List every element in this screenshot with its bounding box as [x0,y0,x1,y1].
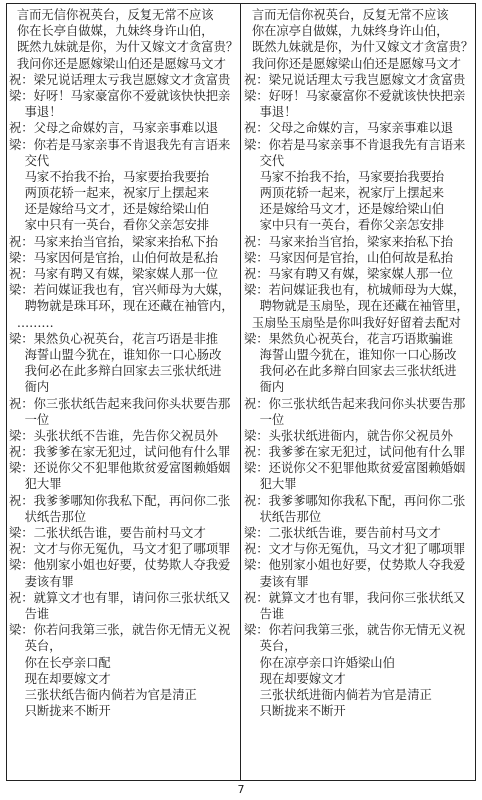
text-line: 祝：马家来抬当官抬，梁家来抬私下抬 [9,234,219,249]
text-line: 梁：好呀！马家豪富你不爱就该快快把亲 [9,88,231,103]
text-line: 犯大罪 [9,477,62,492]
text-line: 你在凉亭亲口许婚梁山伯 [244,655,395,670]
text-line: 祝：马家有聘又有媒，梁家媒人那一位 [9,267,219,281]
text-line: 梁：他别家小姐也好要，仗势欺人夺我爱 [9,558,231,573]
text-line: 既然九妹就是你，为什又嫁文才贪富贵？ [9,40,239,55]
text-line: 梁：你若问我第三张，就告你无情无义祝 [9,623,231,638]
text-line: 祝：我爹爹在家无犯过，试问他有什么罪 [9,445,231,460]
text-line: 犯大罪 [244,477,297,492]
text-line: 梁：若问媒证我也有，杭城师母为大媒， [244,283,466,298]
text-line: 你在凉亭自做媒，九妹终身许山伯， [244,24,449,39]
text-line: 梁：你若是马家亲事不肯退我先有言语来 [9,137,231,152]
text-line: 一位 [9,412,50,427]
text-line: 交代 [9,153,50,168]
text-line: 祝：马家来抬当官抬，梁家来抬私下抬 [244,234,454,249]
text-line: 我问你还是愿嫁梁山伯还是愿嫁马文才 [9,56,226,71]
text-line: 梁：头张状纸进衙内，就告你父祝员外 [244,428,454,443]
text-line: 马家不抬我不抬，马家要抬我要抬 [9,169,210,184]
text-line: 我何必在此多辩白回家去三张状纸进 [9,364,222,379]
text-line: 你在长亭自做媒，九妹终身许山伯， [9,24,214,39]
text-line: 梁：还说你父不犯罪他欺贫爱富图赖婚姻 [244,461,466,476]
text-line: 梁：二张状纸告谁，要告前村马文才 [244,526,441,540]
text-line: 两顶花轿一起来，祝家厅上摆起来 [244,186,445,201]
text-line: 玉扇坠玉扇坠是你叫我好好留着去配对 [244,315,461,330]
text-line: 祝：就算文才也有罪，我问你三张状纸又 [244,590,466,605]
text-line: 现在却要嫁文才 [9,671,111,686]
text-line: 言而无信你祝英台，反复无常不应该 [9,8,214,22]
text-line: 我问你还是愿嫁梁山伯还是愿嫁马文才 [244,56,461,71]
text-line: 现在却要嫁文才 [244,671,346,686]
text-line: 梁：还说你父不犯罪他欺贫爱富图赖婚姻 [9,461,231,476]
text-line: 海誓山盟今犹在，谁知你一口心肠改 [244,347,457,362]
text-line: 梁：若问媒证我也有，官兴师母为大媒， [9,283,231,298]
text-line: 还是嫁给马文才，还是嫁给梁山伯 [9,202,210,217]
text-line: 家中只有一英台，看你父亲怎安排 [9,218,210,233]
text-line: 祝：你三张状纸告起来我问你头状要告那 [9,396,231,411]
text-line: 祝：我爹爹哪知你我私下配，再问你二张 [244,493,466,508]
text-line: 梁：马家因何是官抬，山伯何故是私抬 [244,250,454,265]
text-line: 衙内 [9,380,50,395]
text-line: 梁：好呀！马家豪富你不爱就该快快把亲 [244,88,466,103]
text-line: 梁：他别家小姐也好要，仗势欺人夺我爱 [244,558,466,573]
text-line: 衙内 [244,380,285,395]
text-line: 祝：我爹爹哪知你我私下配，再问你二张 [9,493,231,508]
text-line: 祝：父母之命媒妁言，马家亲事难以退 [9,121,219,136]
text-line: 两顶花轿一起来，祝家厅上摆起来 [9,186,210,201]
text-line: 祝：梁兄说话理太亏我岂愿嫁文才贪富贵 [9,72,231,87]
text-line: 祝：马家有聘又有媒，梁家媒人那一位 [244,267,454,281]
text-line: 祝：你三张状纸告起来我问你头状要告那 [244,396,466,411]
text-line: 祝：我爹爹在家无犯过，试问他有什么罪 [244,445,466,460]
right-column [242,4,475,780]
text-line: 一位 [244,412,285,427]
text-line: 梁：马家因何是官抬，山伯何故是私抬 [9,250,219,265]
text-line: 英台， [9,639,62,654]
text-line: 祝：文才与你无冤仇，马文才犯了哪项罪 [244,542,466,557]
text-line: 妻该有罪 [244,574,309,589]
text-line: 事退！ [9,105,62,120]
text-line: 家中只有一英台，看你父亲怎安排 [244,218,445,233]
text-line: 聘物就是珠耳环，现在还藏在袖管内， [9,299,234,314]
text-line: 只断拢来不断开 [244,704,346,719]
text-line: 妻该有罪 [9,574,74,589]
text-line: 祝：文才与你无冤仇，马文才犯了哪项罪 [9,542,231,557]
text-line: 告谁 [244,606,285,621]
text-line: 交代 [244,153,285,168]
text-line: 言而无信你祝英台，反复无常不应该 [244,8,449,22]
text-line: 梁：二张状纸告谁，要告前村马文才 [9,526,206,540]
text-line: 三张状纸进衙内倘若为官是清正 [244,687,432,702]
document-page [6,3,476,781]
text-line: ……… [9,315,54,330]
text-line: 你在长亭亲口配 [9,655,111,670]
text-line: 告谁 [9,606,50,621]
text-line: 既然九妹就是你，为什又嫁文才贪富贵？ [244,40,474,55]
text-line: 我何必在此多辩白回家去三张状纸进 [244,364,457,379]
text-line: 马家不抬我不抬，马家要抬我要抬 [244,169,445,184]
text-line: 梁：你若问我第三张，就告你无情无义祝 [244,623,466,638]
text-line: 海誓山盟今犹在，谁知你一口心肠改 [9,347,222,362]
page-number: 7 [237,783,245,796]
left-column [7,4,241,780]
text-line: 聘物就是玉扇坠，现在还藏在袖管里， [244,299,469,314]
text-line: 祝：父母之命媒妁言，马家亲事难以退 [244,121,454,136]
text-line: 状纸告那位 [9,509,87,524]
text-line: 还是嫁给马文才，还是嫁给梁山伯 [244,202,445,217]
text-line: 英台， [244,639,297,654]
text-line: 梁：头张状纸不告谁，先告你父祝员外 [9,428,219,443]
text-line: 梁：果然负心祝英台，花言巧语欺骗谁 [244,331,454,346]
text-line: 祝：梁兄说话理太亏我岂愿嫁文才贪富贵 [244,72,466,87]
text-line: 状纸告那位 [244,509,322,524]
text-line: 祝：就算文才也有罪，请问你三张状纸又 [9,590,231,605]
text-line: 梁：你若是马家亲事不肯退我先有言语来 [244,137,466,152]
text-line: 梁：果然负心祝英台，花言巧语是非推 [9,331,219,346]
text-line: 事退！ [244,105,297,120]
text-line: 只断拢来不断开 [9,704,111,719]
text-line: 三张状纸告衙内倘若为官是清正 [9,687,197,702]
